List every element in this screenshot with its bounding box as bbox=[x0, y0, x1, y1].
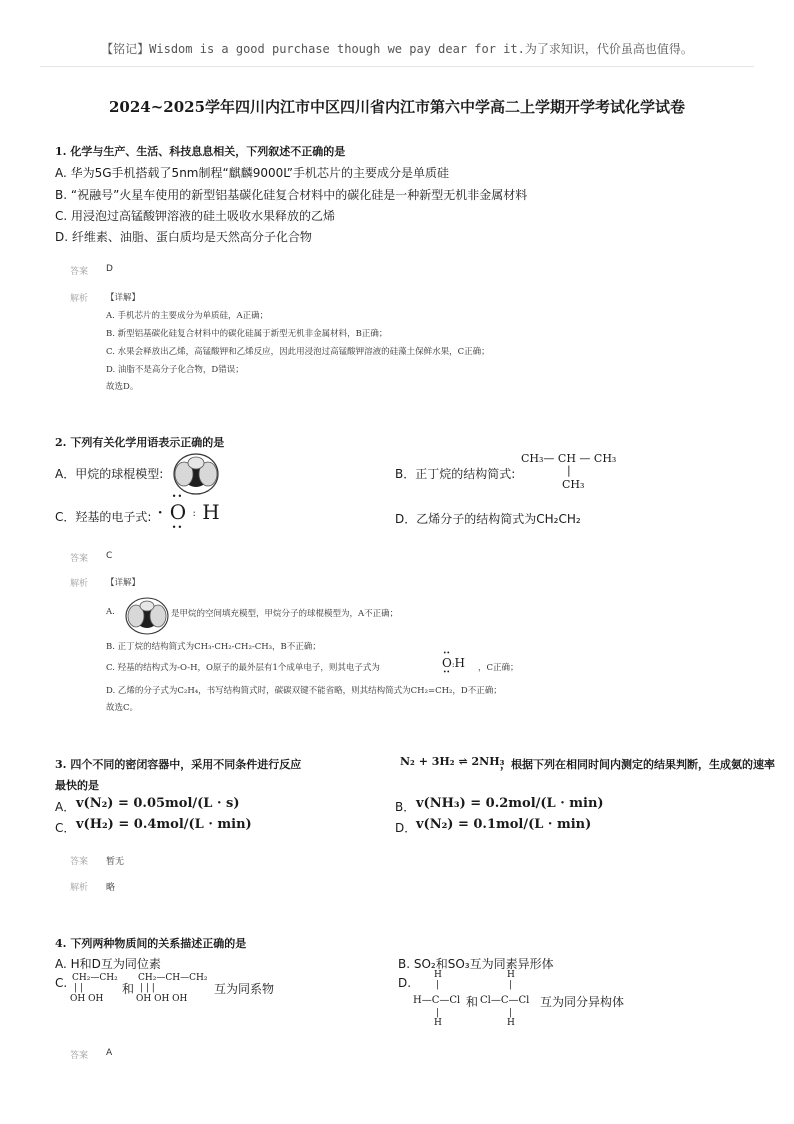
q2-analysis-label: 解析 bbox=[70, 579, 89, 589]
q2-option-b: B．正丁烷的结构简式: bbox=[395, 467, 516, 481]
q3-option-a-label: A． bbox=[55, 800, 76, 814]
radical-dot: · bbox=[157, 500, 164, 524]
q2-exp-b: B. 正丁烷的结构简式为CH₃-CH₂-CH₂-CH₃，B不正确； bbox=[106, 642, 321, 652]
q1-option-a: A. 华为5G手机搭载了5nm制程“麒麟9000L”手机芯片的主要成分是单质硅 bbox=[55, 166, 449, 180]
q4-option-c-and: 和 bbox=[122, 982, 135, 996]
q4-d-m2-bottom-h: H bbox=[507, 1018, 515, 1028]
q2-exp-c: C. 羟基的结构式为-O-H，O原子的最外层有1个成单电子，则其电子式为 bbox=[106, 663, 380, 673]
q4-answer: A bbox=[106, 1048, 113, 1058]
q2-conclusion: 故选C。 bbox=[106, 703, 139, 713]
q4-option-d-label: D. bbox=[398, 976, 412, 990]
q3-equation: N₂ + 3H₂ ⇌ 2NH₃ bbox=[400, 755, 505, 768]
q3-stem-part3: 最快的是 bbox=[55, 779, 99, 792]
q3-answer: 暂无 bbox=[106, 857, 125, 867]
q4-option-d-tail: 互为同分异构体 bbox=[540, 995, 625, 1009]
q2-butane-formula-bond: | bbox=[567, 464, 571, 477]
q3-analysis: 略 bbox=[106, 883, 116, 893]
q4-d-m2-top-h: H bbox=[507, 970, 515, 980]
q1-exp-a: A. 手机芯片的主要成分为单质硅，A正确； bbox=[106, 311, 269, 321]
q4-glycerol-bottom: OH OH OH bbox=[136, 994, 188, 1004]
q1-exp-c: C. 水果会释放出乙烯，高锰酸钾和乙烯反应，因此用浸泡过高锰酸钾溶液的硅藻土保鲜水果，C正确； bbox=[106, 347, 490, 357]
q3-option-a: v(N₂) = 0.05mol/(L · s) bbox=[76, 796, 240, 811]
q2-butane-formula-branch: CH₃ bbox=[562, 478, 585, 491]
q2-exp-a-label: A. bbox=[106, 607, 115, 617]
q4-d-m2-bond-bottom: | bbox=[509, 1008, 513, 1018]
q4-option-d-and: 和 bbox=[466, 995, 479, 1009]
q4-glycerol-bonds: | | | bbox=[140, 983, 155, 993]
header-divider bbox=[40, 66, 754, 67]
page-title: 2024~2025学年四川内江市中区四川省内江市第六中学高二上学期开学考试化学试卷 bbox=[108, 98, 686, 116]
bond-pair: : bbox=[192, 508, 196, 519]
q2-stem: 2. 下列有关化学用语表示正确的是 bbox=[55, 436, 225, 449]
q4-d-m1-bottom-h: H bbox=[434, 1018, 442, 1028]
q4-d-m1-bond-bottom: | bbox=[436, 1008, 440, 1018]
q4-stem: 4. 下列两种物质间的关系描述正确的是 bbox=[55, 937, 247, 950]
q4-glycerol-top: CH₂—CH—CH₂ bbox=[138, 973, 208, 983]
q2-option-c: C．羟基的电子式: bbox=[55, 510, 152, 524]
q2-exp-c-end: ，C正确； bbox=[478, 663, 519, 673]
methane-ball-model-image bbox=[172, 452, 220, 496]
q3-analysis-label: 解析 bbox=[70, 883, 89, 893]
q4-option-a: A. H和D互为同位素 bbox=[55, 957, 161, 971]
q1-option-c: C. 用浸泡过高锰酸钾溶液的硅土吸收水果释放的乙烯 bbox=[55, 209, 336, 223]
q2-option-a: A．甲烷的球棍模型: bbox=[55, 467, 164, 481]
q4-d-m1-bond-top: | bbox=[436, 980, 440, 990]
q3-option-b: v(NH₃) = 0.2mol/(L · min) bbox=[416, 796, 604, 811]
q4-option-b: B. SO₂和SO₃互为同素异形体 bbox=[398, 957, 554, 971]
q4-d-m1-top-h: H bbox=[434, 970, 442, 980]
q4-answer-label: 答案 bbox=[70, 1051, 89, 1061]
q4-ethylene-glycol-bonds: | | bbox=[74, 983, 83, 993]
q1-stem: 1. 化学与生产、生活、科技息息相关，下列叙述不正确的是 bbox=[55, 145, 346, 158]
q4-option-c-tail: 互为同系物 bbox=[214, 982, 275, 996]
q3-option-b-label: B． bbox=[395, 800, 416, 814]
q3-option-d-label: D． bbox=[395, 821, 417, 835]
q3-answer-label: 答案 bbox=[70, 857, 89, 867]
q1-exp-d: D. 油脂不是高分子化合物，D错误； bbox=[106, 365, 244, 375]
methane-space-filling-image bbox=[124, 596, 170, 636]
q1-exp-b: B. 新型铝基碳化硅复合材料中的碳化硅属于新型无机非金属材料，B正确； bbox=[106, 329, 388, 339]
oxygen-symbol: •• O •• bbox=[169, 492, 187, 532]
q4-ethylene-glycol-bottom: OH OH bbox=[70, 994, 104, 1004]
q3-option-d: v(N₂) = 0.1mol/(L · min) bbox=[416, 817, 592, 832]
header-motto: 【铭记】Wisdom is a good purchase though we pay dear for it.为了求知识，代价虽高也值得。 bbox=[101, 42, 693, 56]
q1-option-d: D. 纤维素、油脂、蛋白质均是天然高分子化合物 bbox=[55, 230, 312, 244]
q2-butane-formula-main: CH₃— CH — CH₃ bbox=[521, 452, 617, 465]
q4-d-m2-mid: Cl—C—Cl bbox=[480, 995, 530, 1006]
q1-option-b: B. “祝融号”火星车使用的新型铝基碳化硅复合材料中的碳化硅是一种新型无机非金属材料 bbox=[55, 188, 528, 202]
q3-stem-part1: 3. 四个不同的密闭容器中，采用不同条件进行反应 bbox=[55, 758, 302, 771]
q2-exp-a: 是甲烷的空间填充模型，甲烷分子的球棍模型为，A不正确； bbox=[171, 609, 399, 619]
q3-option-c-label: C． bbox=[55, 821, 76, 835]
q3-stem-part2: ，根据下列在相同时间内测定的结果判断，生成氨的速率 bbox=[500, 758, 775, 771]
q4-d-m2-bond-top: | bbox=[509, 980, 513, 990]
q2-exp-electron-formula: •• O •• :H bbox=[442, 650, 466, 676]
q4-ethylene-glycol-top: CH₂—CH₂ bbox=[72, 973, 118, 983]
hydrogen-symbol: H bbox=[202, 500, 220, 524]
q3-option-c: v(H₂) = 0.4mol/(L · min) bbox=[76, 817, 252, 832]
q1-answer-label: 答案 bbox=[70, 267, 89, 277]
q2-option-d: D．乙烯分子的结构简式为CH₂CH₂ bbox=[395, 512, 581, 526]
q1-analysis-label: 解析 bbox=[70, 294, 89, 304]
q1-answer: D bbox=[106, 264, 113, 274]
q2-hydroxyl-electron-formula bbox=[157, 492, 220, 532]
q2-detail-label: 【详解】 bbox=[106, 578, 141, 588]
q2-answer: C bbox=[106, 551, 113, 561]
q2-exp-d: D. 乙烯的分子式为C₂H₄，书写结构简式时，碳碳双键不能省略，则其结构简式为CH₂=CH₂，D不正确； bbox=[106, 686, 502, 696]
q2-answer-label: 答案 bbox=[70, 554, 89, 564]
lone-pair-bottom: •• bbox=[171, 523, 184, 532]
lone-pair-top: •• bbox=[171, 492, 184, 501]
q4-d-m1-mid: H—C—Cl bbox=[413, 995, 461, 1006]
q1-detail-label: 【详解】 bbox=[106, 293, 141, 303]
q1-conclusion: 故选D。 bbox=[106, 382, 139, 392]
q4-option-c-label: C. bbox=[55, 976, 68, 990]
